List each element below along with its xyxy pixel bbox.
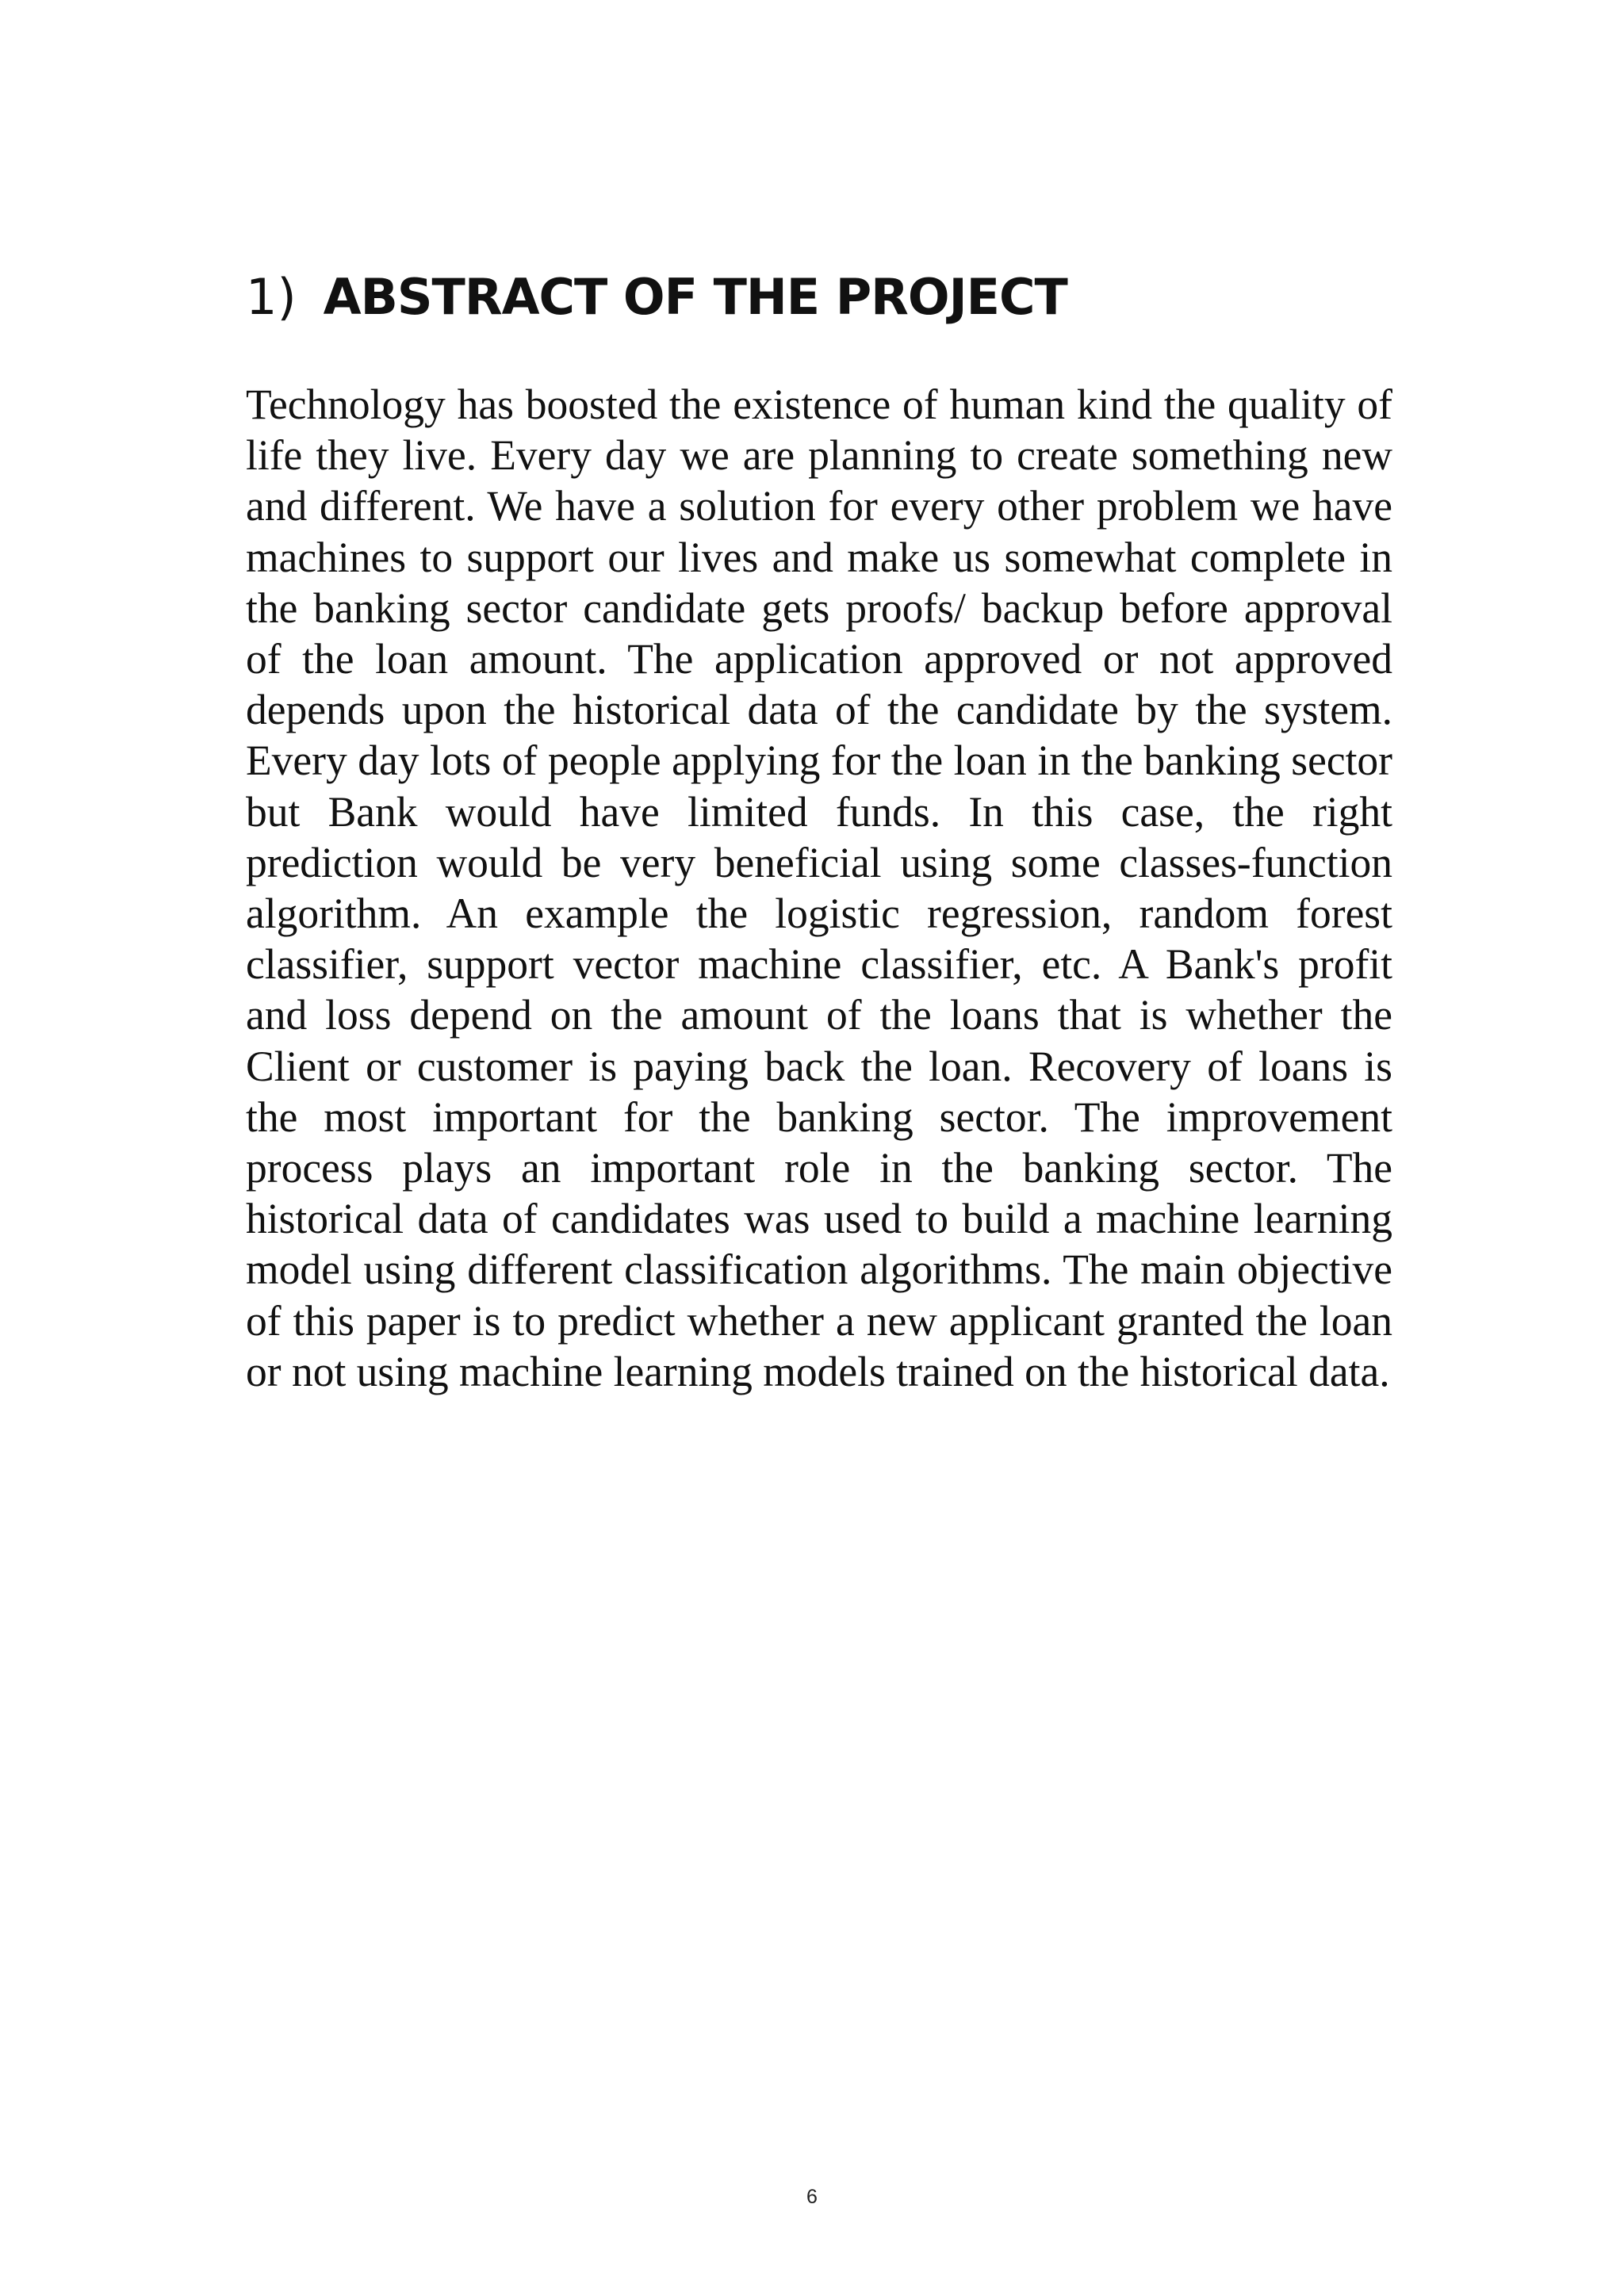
section-number: 1) — [246, 268, 297, 326]
page-number: 6 — [806, 2186, 818, 2208]
section-heading — [246, 262, 1396, 333]
section-title: ABSTRACT OF THE PROJECT — [323, 268, 1067, 326]
abstract-paragraph: Technology has boosted the existence of human kind the quality of life they live. Every day we are planning to create something new and different. We have a solution for every other problem we have machines to support our lives and make us somewhat complete in the banking sector candidate gets proofs/ backup before approval of the loan amount. The application approved or not approved depends upon the historical data of the candidate by the system. Every day lots of people applying for the loan in the banking sector but Bank would have limited funds. In this case, the right prediction would be very beneficial using some classes-function algorithm. An example the logistic regression, random forest classifier, support vector machine classifier, etc. A Bank's profit and loss depend on the amount of the loans that is whether the Client or customer is paying back the loan. Recovery of loans is the most important for the banking sector. The improvement process plays an important role in the banking sector. The historical data of candidates was used to build a machine learning model using different classification algorithms. The main objective of this paper is to predict whether a new applicant granted the loan or not using machine learning models trained on the historical data. — [246, 381, 1392, 1395]
